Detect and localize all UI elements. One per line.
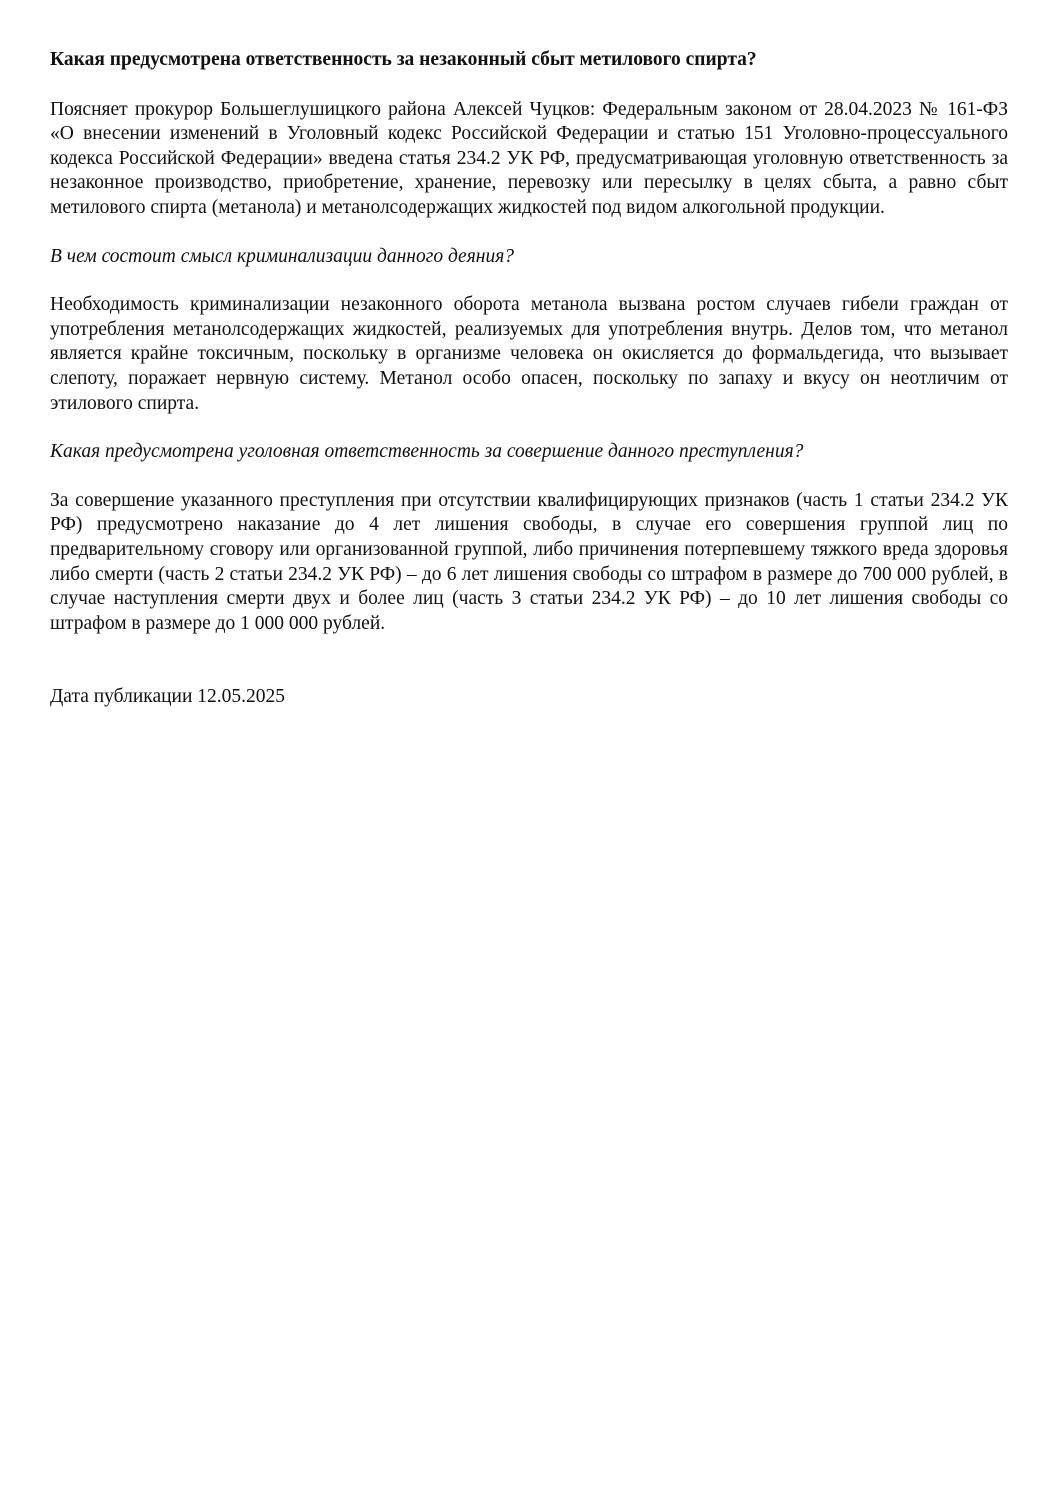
document-body <box>50 48 1008 710</box>
question-heading-2: Какая предусмотрена уголовная ответственность за совершение данного преступления? <box>50 441 804 463</box>
question-heading-1: В чем состоит смысл криминализации данного деяния? <box>50 245 515 267</box>
answer-paragraph-2: За совершение указанного преступления при отсутствии квалифицирующих признаков (часть 1 статьи 234.2 УК РФ) предусмотрено наказание до 4 лет лишения свободы, в случае его совершения группой лиц по предварительному сговору или организованной группой, либо причинения потерпевшему тяжкого вреда здоровья либо смерти (часть 2 статьи 234.2 УК РФ) – до 6 лет лишения свободы со штрафом в размере до 700 000 рублей, в случае наступления смерти двух и более лиц (часть 3 статьи 234.2 УК РФ) – до 10 лет лишения свободы со штрафом в размере до 1 000 000 рублей. <box>50 489 1008 634</box>
intro-paragraph: Поясняет прокурор Большеглушицкого района Алексей Чуцков: Федеральным законом от 28.04.2023 № 161-ФЗ «О внесении изменений в Уголовный кодекс Российской Федерации и статью 151 Уголовно-процессуального кодекса Российской Федерации» введена статья 234.2 УК РФ, предусматривающая уголовную ответственность за незаконное производство, приобретение, хранение, перевозку или пересылку в целях сбыта, а равно сбыт метилового спирта (метанола) и метанолсодержащих жидкостей под видом алкогольной продукции. <box>50 98 1008 218</box>
publication-date: Дата публикации 12.05.2025 <box>50 686 286 708</box>
document-title: Какая предусмотрена ответственность за незаконный сбыт метилового спирта? <box>50 49 757 70</box>
answer-paragraph-1: Необходимость криминализации незаконного оборота метанола вызвана ростом случаев гибели граждан от употребления метанолсодержащих жидкостей, реализуемых для употребления внутрь. Делов том, что метанол является крайне токсичным, поскольку в организме человека он окисляется до формальдегида, что вызывает слепоту, поражает нервную систему. Метанол особо опасен, поскольку по запаху и вкусу он неотличим от этилового спирта. <box>50 294 1008 414</box>
